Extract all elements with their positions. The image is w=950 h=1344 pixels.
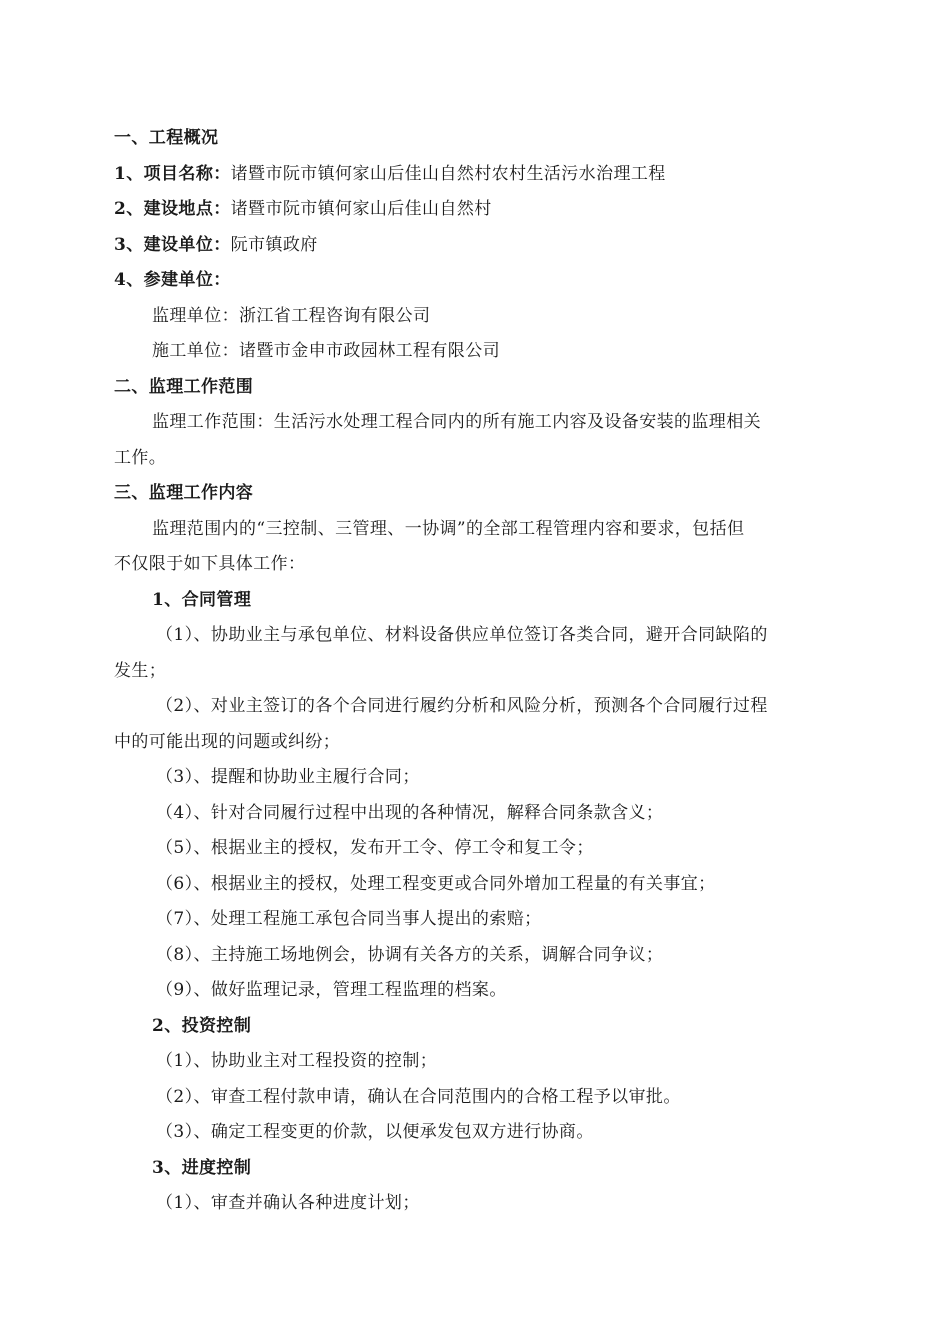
section-heading-content: 三、监理工作内容 [114, 483, 254, 503]
scope-text-line-1: 监理工作范围：生活污水处理工程合同内的所有施工内容及设备安装的监理相关 [152, 412, 761, 432]
site-value: 诸暨市阮市镇何家山后佳山自然村 [230, 199, 492, 219]
subheading-investment: 2、投资控制 [152, 1015, 252, 1036]
project-name-row [114, 157, 838, 193]
contract-item-3: （3）、提醒和协助业主履行合同； [156, 767, 420, 787]
contract-item-2-line-2: 中的可能出现的问题或纠纷； [114, 731, 341, 752]
section-heading-overview: 一、工程概况 [114, 128, 219, 148]
contract-item-1-line-1: （1）、协助业主与承包单位、材料设备供应单位签订各类合同，避开合同缺陷的 [156, 625, 768, 645]
contract-item-5: （5）、根据业主的授权，发布开工令、停工令和复工令； [156, 838, 594, 858]
site-row [114, 192, 838, 228]
investment-item-1: （1）、协助业主对工程投资的控制； [156, 1051, 438, 1071]
project-name-label: 1、项目名称： [114, 163, 231, 184]
investment-item-3: （3）、确定工程变更的价款，以便承发包双方进行协商。 [156, 1122, 594, 1142]
schedule-item-1: （1）、审查并确认各种进度计划； [156, 1193, 420, 1213]
contract-item-6: （6）、根据业主的授权，处理工程变更或合同外增加工程量的有关事宜； [156, 873, 716, 894]
supervisor-unit: 监理单位：浙江省工程咨询有限公司 [152, 305, 431, 326]
owner-row [114, 228, 838, 264]
section-heading-scope: 二、监理工作范围 [114, 376, 254, 397]
investment-item-2: （2）、审查工程付款申请，确认在合同范围内的合格工程予以审批。 [156, 1086, 681, 1107]
document-body [114, 121, 838, 1222]
owner-label: 3、建设单位： [114, 234, 231, 255]
content-intro-line-1: 监理范围内的“三控制、三管理、一协调”的全部工程管理内容和要求，包括但 [152, 518, 745, 539]
contractor-unit: 施工单位：诸暨市金申市政园林工程有限公司 [152, 341, 500, 361]
site-label: 2、建设地点： [114, 199, 231, 219]
contract-item-8: （8）、主持施工场地例会，协调有关各方的关系，调解合同争议； [156, 944, 664, 965]
subheading-contract: 1、合同管理 [152, 589, 252, 610]
subheading-schedule: 3、进度控制 [152, 1157, 252, 1178]
scope-text-line-2: 工作。 [114, 447, 167, 468]
owner-value: 阮市镇政府 [230, 234, 318, 255]
contract-item-7: （7）、处理工程施工承包合同当事人提出的索赔； [156, 909, 542, 929]
contract-item-2-line-1: （2）、对业主签订的各个合同进行履约分析和风险分析，预测各个合同履行过程 [156, 696, 768, 716]
contract-item-4: （4）、针对合同履行过程中出现的各种情况，解释合同条款含义； [156, 802, 664, 823]
content-intro-line-2: 不仅限于如下具体工作： [114, 554, 306, 574]
contract-item-1-line-2: 发生； [114, 660, 167, 681]
project-name-value: 诸暨市阮市镇何家山后佳山自然村农村生活污水治理工程 [230, 163, 666, 184]
participants-label: 4、参建单位： [114, 270, 231, 290]
contract-item-9: （9）、做好监理记录，管理工程监理的档案。 [156, 980, 507, 1000]
